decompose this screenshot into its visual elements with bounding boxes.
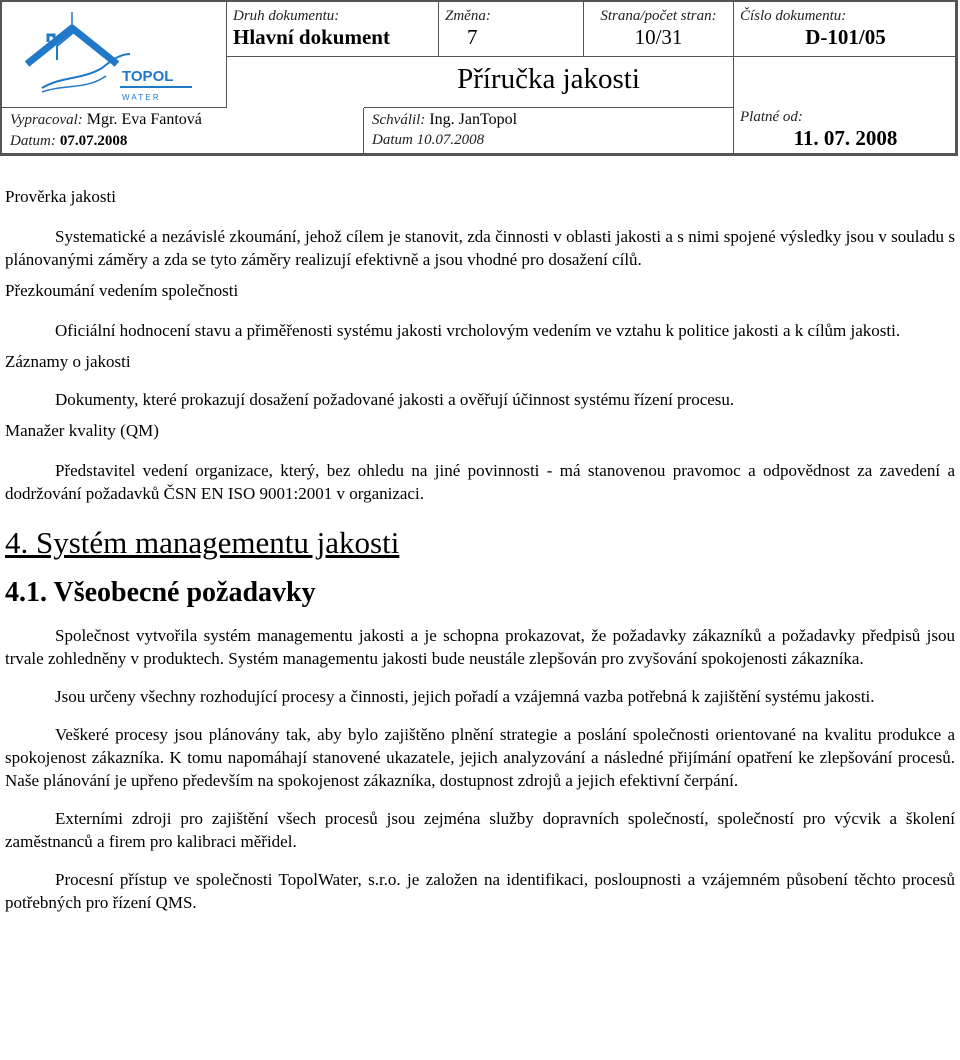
term-definition: Systematické a nezávislé zkoumání, jehož cílem je stanovit, zda činnosti v oblasti jakosti a s nimi spojené výsledky jsou v souladu s plánovanými záměry a zda se tyto záměry realizují efektivně a jsou vhodné pro dosažení cílů. — [5, 227, 955, 269]
subsection-heading: 4.1. Všeobecné požadavky — [5, 577, 316, 608]
approved-by-cell — [364, 108, 734, 155]
date-value: 07.07.2008 — [59, 133, 128, 149]
term-heading: Záznamy o jakosti — [5, 352, 131, 371]
section-heading: 4. Systém managementu jakosti — [5, 525, 400, 560]
doc-type-cell — [227, 2, 439, 57]
term-definition: Oficiální hodnocení stavu a přiměřenosti systému jakosti vrcholovým vedením ve vztahu k politice jakosti a k cílům jakosti. — [55, 321, 901, 340]
body-paragraph: Jsou určeny všechny rozhodující procesy a činnosti, jejich pořadí a vzájemná vazba potřebná k zajištění systému jakosti. — [55, 687, 875, 706]
prepared-by-value: Mgr. Eva Fantová — [86, 111, 202, 128]
page-count-label: Strana/počet stran: — [600, 8, 717, 24]
doc-number-label: Číslo dokumentu: — [740, 8, 847, 24]
approved-by-value: Ing. JanTopol — [429, 111, 518, 128]
valid-from-value: 11. 07. 2008 — [793, 126, 898, 150]
doc-type-label: Druh dokumentu: — [233, 8, 340, 24]
change-cell — [439, 2, 584, 57]
document-title: Příručka jakosti — [364, 57, 734, 108]
company-logo — [2, 2, 227, 108]
approved-by-label: Schválil: — [372, 112, 426, 128]
change-label: Změna: — [445, 8, 491, 24]
doc-type-value: Hlavní dokument — [233, 25, 390, 49]
body-paragraph: Veškeré procesy jsou plánovány tak, aby bylo zajištěno plnění strategie a poslání společnosti orientované na kvalitu produkce a spokojenost zákazníka. K tomu napomáhají stanovené ukazatele, jejich analyzování a následné přijímání opatření ke zlepšování procesů. Naše plánování je upřeno především na spokojenost zákazníka, dostupnost zdrojů a jejich efektivní čerpání. — [5, 725, 955, 790]
term-definition: Dokumenty, které prokazují dosažení požadované jakosti a ověřují účinnost systému řízení procesu. — [55, 390, 735, 409]
page-count-value: 10/31 — [634, 25, 683, 49]
term-heading: Přezkoumání vedením společnosti — [5, 281, 239, 300]
body-paragraph: Externími zdroji pro zajištění všech procesů jsou zejména služby dopravních společností, společností pro výcvik a školení zaměstnanců a firem pro kalibraci měřidel. — [5, 809, 955, 851]
doc-number-cell — [734, 2, 957, 57]
prepared-by-cell — [2, 108, 364, 155]
body-paragraph: Procesní přístup ve společnosti TopolWater, s.r.o. je založen na identifikaci, posloupnosti a vzájemném působení těchto procesů potřebných pro řízení QMS. — [5, 870, 955, 912]
topol-logo-icon — [2, 2, 226, 106]
term-heading: Manažer kvality (QM) — [5, 421, 159, 440]
term-definition: Představitel vedení organizace, který, bez ohledu na jiné povinnosti - má stanovenou pravomoc a odpovědnost za zavedení a dodržování požadavků ČSN EN ISO 9001:2001 v organizaci. — [5, 461, 955, 503]
change-value: 7 — [467, 25, 478, 49]
page-count-cell — [584, 2, 734, 57]
body-paragraph: Společnost vytvořila systém managementu jakosti a je schopna prokazovat, že požadavky zákazníků a požadavky předpisů jsou trvale zohledněny v produktech. Systém managementu jakosti bude neustále zlepšován pro zvyšování spokojenosti zákazníka. — [5, 626, 955, 668]
term-heading: Prověrka jakosti — [5, 187, 116, 206]
approval-date: Datum 10.07.2008 — [372, 132, 485, 148]
doc-number-value: D-101/05 — [805, 25, 886, 49]
valid-from-label: Platné od: — [740, 109, 803, 125]
date-label: Datum: — [10, 133, 56, 149]
logo-subtext: W A T E R — [122, 93, 159, 102]
logo-text: TOPOL — [122, 68, 174, 85]
prepared-by-label: Vypracoval: — [10, 112, 83, 128]
valid-from-cell — [734, 57, 957, 155]
document-body — [5, 186, 955, 914]
document-header — [0, 0, 958, 156]
